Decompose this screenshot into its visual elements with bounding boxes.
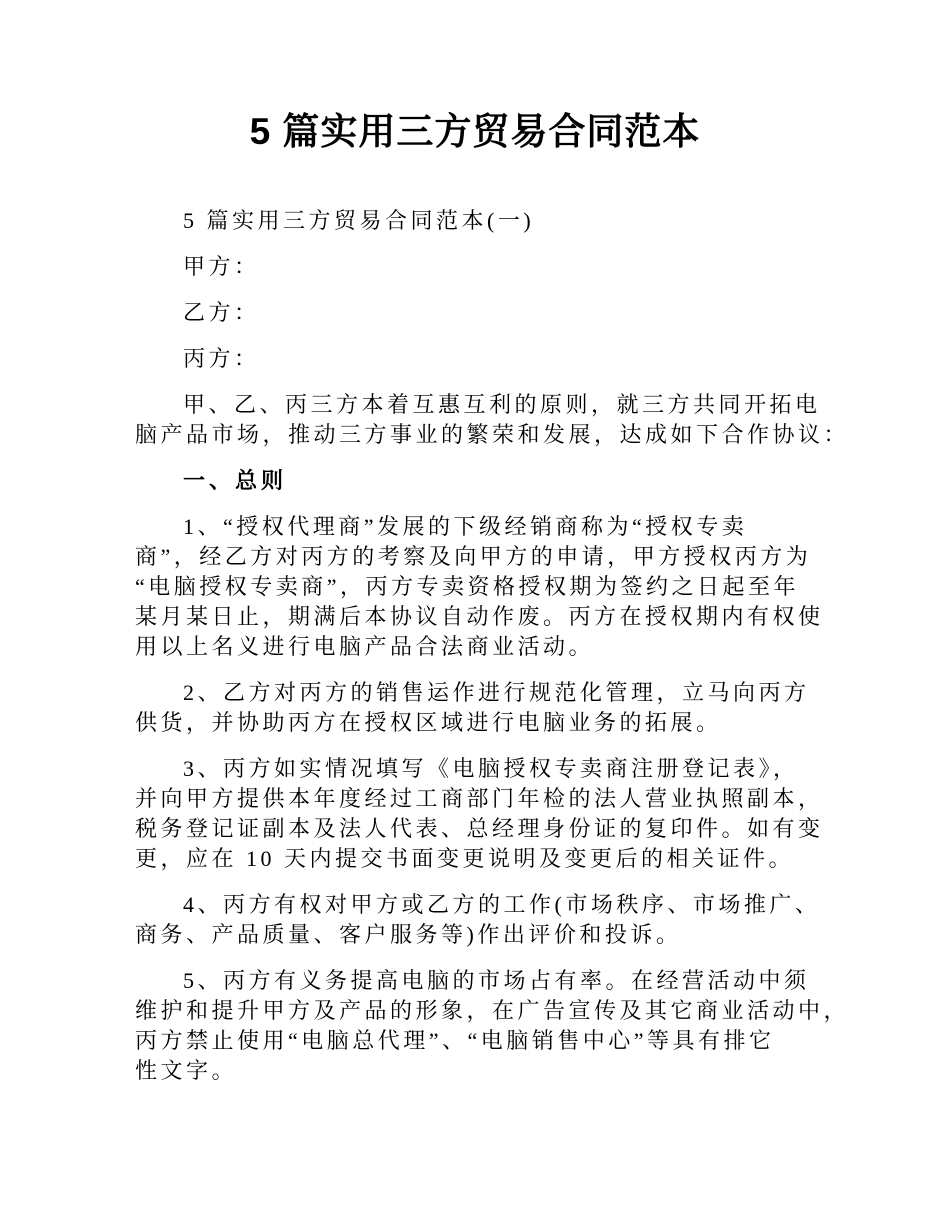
text-line: 商”，经乙方对丙方的考察及向甲方的申请，甲方授权丙方为 bbox=[135, 544, 812, 569]
text-line: 5、丙方有义务提高电脑的市场占有率。在经营活动中须 bbox=[183, 968, 810, 993]
text-line: 甲、乙、丙三方本着互惠互利的原则，就三方共同开拓电 bbox=[183, 392, 821, 417]
text-line: 甲方： bbox=[183, 254, 260, 279]
paragraph bbox=[135, 206, 844, 236]
document-body bbox=[135, 206, 850, 1086]
text-line: 税务登记证副本及法人代表、总经理身份证的复印件。如有变 bbox=[135, 816, 824, 841]
text-line: 用以上名义进行电脑产品合法商业活动。 bbox=[135, 634, 595, 659]
paragraph bbox=[135, 512, 844, 662]
paragraph bbox=[135, 678, 844, 738]
text-line: 并向甲方提供本年度经过工商部门年检的法人营业执照副本， bbox=[135, 786, 824, 811]
paragraph bbox=[135, 298, 844, 328]
text-line: 1、“授权代理商”发展的下级经销商称为“授权专卖 bbox=[183, 514, 748, 539]
text-line: 3、丙方如实情况填写《电脑授权专卖商注册登记表》， bbox=[183, 756, 799, 781]
paragraph bbox=[135, 344, 844, 374]
paragraph bbox=[135, 252, 844, 282]
text-line: 乙方： bbox=[183, 300, 260, 325]
text-line: 一、总则 bbox=[183, 468, 288, 493]
text-line: 更，应在 10 天内提交书面变更说明及变更后的相关证件。 bbox=[135, 846, 795, 871]
text-line: “电脑授权专卖商”，丙方专卖资格授权期为签约之日起至年 bbox=[135, 574, 800, 599]
text-line: 2、乙方对丙方的销售运作进行规范化管理，立马向丙方 bbox=[183, 680, 810, 705]
document-title: 5 篇实用三方贸易合同范本 bbox=[249, 111, 701, 152]
text-line: 供货，并协助丙方在授权区域进行电脑业务的拓展。 bbox=[135, 710, 722, 735]
text-line: 丙方禁止使用“电脑总代理”、“电脑销售中心”等具有排它 bbox=[135, 1028, 775, 1053]
paragraph bbox=[135, 754, 844, 874]
text-line: 某月某日止，期满后本协议自动作废。丙方在授权期内有权使 bbox=[135, 604, 824, 629]
text-line: 丙方： bbox=[183, 346, 260, 371]
text-line: 4、丙方有权对甲方或乙方的工作(市场秩序、市场推广、 bbox=[183, 892, 821, 917]
text-line: 维护和提升甲方及产品的形象，在广告宣传及其它商业活动中， bbox=[135, 998, 850, 1023]
text-line: 性文字。 bbox=[135, 1058, 238, 1083]
paragraph bbox=[135, 890, 844, 950]
text-line: 脑产品市场，推动三方事业的繁荣和发展，达成如下合作协议： bbox=[135, 422, 850, 447]
section-heading bbox=[135, 466, 844, 496]
paragraph bbox=[135, 390, 850, 450]
text-line: 商务、产品质量、客户服务等)作出评价和投诉。 bbox=[135, 922, 682, 947]
paragraph bbox=[135, 966, 850, 1086]
text-line: 5 篇实用三方贸易合同范本(一) bbox=[183, 208, 535, 233]
